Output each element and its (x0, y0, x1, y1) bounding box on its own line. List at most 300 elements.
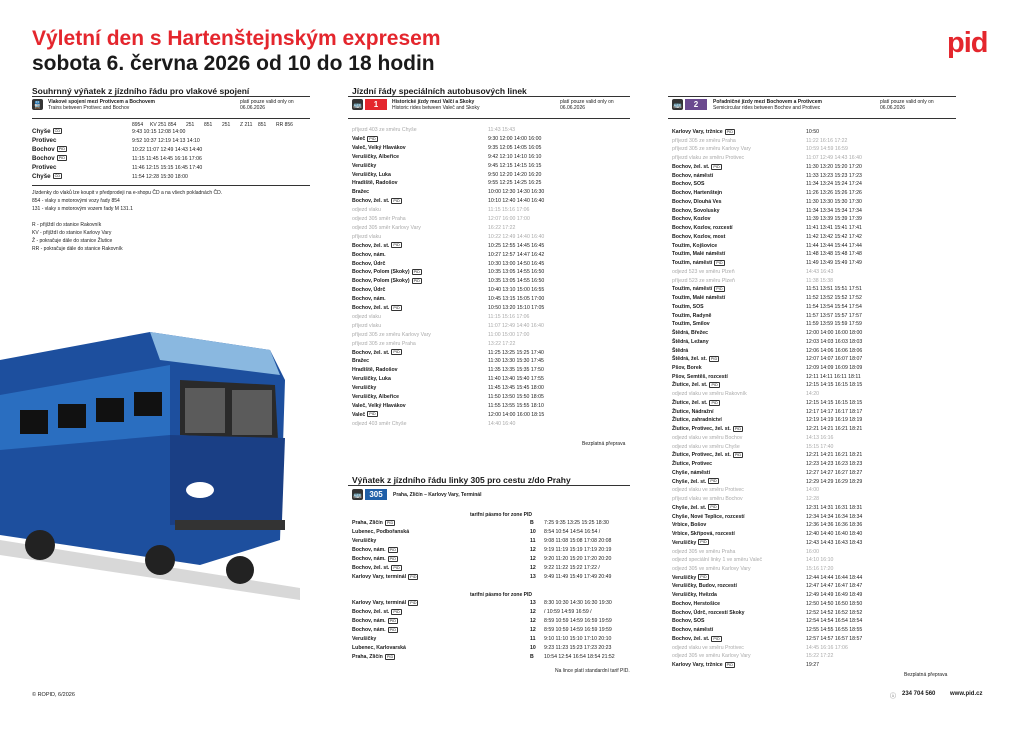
stop-name: Bochov, žel. st. PID (672, 163, 720, 170)
stop-name: Bochov, žel. st. PID (672, 635, 720, 642)
station-name: Protivec (32, 137, 57, 144)
train-number: 851 (258, 122, 267, 128)
tag-icon: PID (710, 479, 717, 484)
stop-name: Štědrá, žel. st. PID (672, 356, 718, 363)
stop-name: příjezd vlaku (352, 322, 382, 329)
stop-name: Vrbice, Skřípová, rozcestí (672, 531, 735, 538)
train-note: R - přijíždí do stanice Rakovník (32, 222, 102, 228)
line1-free: Bezplatná přeprava (582, 441, 626, 447)
line-305-badge: 305 (365, 489, 387, 500)
stop-times: 12:52 14:52 16:52 18:52 (806, 609, 863, 616)
tag-icon: PID (393, 350, 400, 355)
stop-name: Toužim, Malé náměstí (672, 251, 726, 258)
tag-icon: PID (389, 618, 396, 623)
stop-name: Štědrá (672, 347, 689, 354)
stop-times: 14:45 16:16 17:06 (806, 644, 848, 651)
stop-name: Verušičky, Albeřice (352, 153, 400, 160)
stop-times: 11:44 13:44 15:44 17:44 (806, 242, 862, 249)
stop-name: Bochov, náměstí (672, 172, 714, 179)
stop-times: 12:00 14:00 16:00 18:15 (488, 411, 545, 418)
stop-times: 11:38 15:38 (806, 277, 834, 284)
tag-icon: PID (700, 540, 707, 545)
stop-name: Bochov, Polom (Skoky) PID (352, 269, 420, 276)
stop-name: odjezd 305 ve směru Karlovy Vary (672, 653, 751, 660)
tag-icon: PID (716, 286, 723, 291)
stop-name: Žlutice, Protivec (672, 461, 713, 468)
stop-name: Bražec (352, 189, 370, 196)
train-note: Ž - pokračuje dále do stanice Žlutice (32, 238, 113, 244)
stop-times: 12:43 14:43 16:43 18:43 (806, 539, 863, 546)
stop-name: Bochov, Sovolusky (672, 207, 720, 214)
tag-icon: ČD (54, 129, 61, 134)
stop-name: Bochov, Herstošice (672, 600, 721, 607)
stop-times: 11:07 12:49 14:43 16:40 (806, 155, 862, 162)
line305-title: Výňatek z jízdního řádu linky 305 pro cestu z/do Prahy (352, 475, 571, 485)
stop-name: Lubenec, Podbořanská (352, 529, 410, 535)
stop-name: Verušičky PID (672, 539, 707, 546)
train-number: RR 856 (276, 122, 293, 128)
stop-times: 8:59 10:59 14:59 16:59 19:59 (544, 627, 612, 633)
stop-times: 11:39 13:39 15:39 17:39 (806, 216, 862, 223)
stop-name: Bochov, Kozlov (672, 216, 711, 223)
stop-name: Verušičky (352, 636, 377, 642)
tag-icon: ČD (54, 174, 61, 179)
zone: 12 (530, 547, 536, 553)
stop-times: 14:13 16:16 (806, 434, 834, 441)
stop-name: Verušičky, Albeřice (352, 394, 400, 400)
train-number: 251 (186, 122, 195, 128)
line-2-badge: 2 (685, 99, 707, 110)
stop-name: Bochov, Kozlov, most (672, 233, 726, 240)
stop-times: 10:22 12:49 14:40 16:40 (488, 233, 545, 240)
stop-times: 10:40 13:10 15:00 16:55 (488, 287, 545, 294)
stop-name: odjezd vlaku (352, 313, 381, 320)
stop-times: 14:10 16:10 (806, 557, 834, 564)
stop-times: 11:34 13:34 15:34 17:34 (806, 207, 862, 214)
stop-name: Bochov, SOS (672, 181, 705, 188)
train-icon: 🚆 (32, 99, 43, 110)
stop-times: 11:48 13:48 15:48 17:48 (806, 251, 862, 258)
stop-name: Verušičky (352, 385, 377, 392)
stop-name: Bochov, SOS (672, 618, 705, 625)
line1-valid: platí pouze valid only on (560, 99, 614, 105)
stop-times: 14:43 16:43 (806, 268, 834, 275)
stop-name: odjezd 523 ve směru Plzeň (672, 268, 735, 275)
stop-times: 11:52 13:52 15:52 17:52 (806, 295, 862, 302)
tag-icon: PID (734, 453, 742, 457)
tag-icon: PID (410, 574, 417, 579)
stop-name: Bochov, žel. st. PID (352, 198, 400, 205)
tag-icon: PID (386, 654, 394, 659)
zone: 11 (530, 636, 536, 642)
stop-times: 16:22 17:22 (488, 224, 516, 231)
stop-times: 12:29 14:29 16:29 18:29 (806, 478, 863, 485)
zone: B (530, 654, 534, 660)
stop-times: 12:40 14:40 16:40 18:40 (806, 531, 863, 538)
tag-icon: PID (393, 609, 400, 614)
line2-valid-date: 06.06.2026 (880, 105, 906, 111)
stop-name: Žlutice, Protivec, žel. st. PID (672, 426, 742, 433)
stop-name: Valeč PID (352, 135, 376, 142)
stop-times: 9:50 12:20 14:20 16:20 (488, 171, 542, 178)
stop-times: 9:49 11:49 15:49 17:49 20:49 (544, 574, 612, 580)
footer-phone: 234 704 560 (902, 691, 936, 697)
line-1-badge: 1 (365, 99, 387, 110)
stop-times: 12:19 14:19 16:19 18:19 (806, 417, 863, 424)
train-section-title: Souhrnný výňatek z jízdního řádu pro vlakové spojení (32, 86, 250, 96)
train-desc: Vlakové spojení mezi Protivcem a Bochovem (48, 99, 155, 105)
line305-tariff-back: tarifní pásmo for zone PID (470, 592, 532, 598)
tag-icon: PID (711, 383, 718, 388)
stop-name: Pšov, Semtěš, rozcestí (672, 373, 728, 380)
stop-name: Karlovy Vary, terminál PID (352, 600, 417, 606)
footer-web[interactable]: www.pid.cz (950, 691, 983, 697)
stop-times: / 10:59 14:59 16:59 / (544, 609, 592, 615)
stop-times: 12:23 14:23 16:23 18:23 (806, 461, 863, 468)
station-times: 9:52 10:37 12:19 14:13 14:10 (132, 138, 200, 144)
stop-times: 10:50 (806, 129, 819, 135)
zone: 13 (530, 600, 536, 606)
stop-times: 10:35 13:05 14:55 16:50 (488, 278, 545, 285)
stop-times: 9:42 12:10 14:10 16:10 (488, 153, 542, 160)
tag-icon: PID (393, 305, 400, 310)
stop-name: Verušičky, Hvězda (672, 592, 717, 599)
stop-times: 12:11 14:11 16:11 18:11 (806, 373, 861, 380)
stop-times: 11:57 13:57 15:57 17:57 (806, 312, 862, 319)
zone: 10 (530, 645, 536, 651)
stop-name: Toužim, náměstí PID (672, 286, 723, 293)
stop-times: 11:34 13:24 15:24 17:24 (806, 181, 862, 188)
stop-name: Štědrá, Ležany (672, 338, 709, 345)
train-number: 851 (204, 122, 213, 128)
stop-name: Karlovy Vary, tržnice PID (672, 129, 733, 135)
stop-times: 10:50 13:20 15:10 17:05 (488, 305, 545, 311)
stop-times: 9:19 11:19 15:19 17:19 20:19 (544, 547, 612, 553)
stop-times: 13:22 17:22 (488, 340, 516, 347)
stop-name: Bochov, nám. PID (352, 618, 396, 624)
page-title: Výletní den s Hartenštejnským expresem (32, 27, 441, 50)
stop-name: odjezd vlaku ve směru Chyše (672, 443, 740, 450)
stop-times: 11:00 15:00 17:00 (488, 331, 530, 338)
stop-times: 8:54 10:54 14:54 16:54 / (544, 529, 601, 535)
stop-name: Verušičky, Luka (352, 376, 391, 383)
stop-times: 14:40 16:40 (488, 420, 516, 427)
stop-times: 11:41 13:41 15:41 17:41 (806, 225, 862, 232)
stop-name: Verušičky, Budov, rozcestí (672, 583, 737, 590)
stop-times: 15:15 17:40 (806, 443, 834, 450)
stop-times: 10:54 12:54 16:54 18:54 21:52 (544, 654, 615, 660)
stop-name: odjezd vlaku (352, 207, 381, 214)
tag-icon: PID (711, 400, 718, 405)
stop-name: Toužim, Malé náměstí (672, 295, 726, 302)
station-times: 9:43 10:15 12:08 14:00 (132, 129, 186, 135)
stop-times: 12:00 14:00 16:00 18:00 (806, 330, 863, 337)
stop-times: 11:22 16:16 17:22 (806, 137, 848, 144)
station-times: 11:46 12:15 15:15 16:45 17:40 (132, 165, 203, 171)
station-name: Chyše ČD (32, 128, 61, 135)
stop-name: Verušičky PID (672, 574, 707, 581)
station-name: Protivec (32, 164, 57, 171)
stop-name: Bochov, žel. st. PID (352, 565, 400, 571)
stop-name: Karlovy Vary, terminál PID (352, 574, 417, 580)
stop-name: Bochov, náměstí (672, 627, 714, 634)
station-name: Bochov PID (32, 146, 66, 153)
stop-times: 19:27 (806, 662, 819, 669)
stop-name: Bochov, nám. PID (352, 547, 396, 553)
tag-icon: PID (58, 156, 66, 161)
zone: 11 (530, 538, 536, 544)
stop-name: příjezd vlaku ve směru Bochov (672, 496, 743, 503)
stop-name: Bochov, Údrč, rozcestí Skoky (672, 609, 745, 616)
stop-name: Chyše, žel. st. PID (672, 478, 717, 485)
stop-times: 10:00 12:30 14:30 16:30 (488, 189, 545, 196)
tag-icon: PID (58, 147, 66, 152)
stop-times: 11:43 15:43 (488, 127, 516, 133)
stop-name: odjezd 305 ve směru Karlovy Vary (672, 566, 751, 572)
line2-free: Bezplatná přeprava (904, 672, 948, 678)
stop-name: odjezd vlaku ve směru Bochov (672, 434, 743, 441)
stop-name: Verušičky, Luka (352, 171, 391, 178)
stop-times: 12:44 14:44 16:44 18:44 (806, 574, 863, 581)
stop-times: 12:07 16:00 17:00 (488, 216, 530, 222)
stop-times: 9:22 11:22 15:22 17:22 / (544, 565, 600, 571)
stop-times: 15:16 17:20 (806, 566, 834, 572)
stop-name: příjezd 403 ze směru Chyše (352, 127, 417, 133)
stop-name: odjezd vlaku ve směru Rakovník (672, 391, 747, 398)
stop-times: 10:10 12:40 14:40 16:40 (488, 198, 545, 205)
train-number: 8954 (132, 122, 144, 128)
stop-times: 12:17 14:17 16:17 18:17 (806, 408, 863, 415)
stop-times: 11:30 13:30 15:30 17:45 (488, 358, 544, 365)
stop-name: Bochov, Polom (Skoky) PID (352, 278, 420, 285)
stop-name: Štědrá, Břežec (672, 330, 709, 337)
stop-times: 10:27 12:57 14:47 16:42 (488, 251, 545, 258)
stop-name: Valeč PID (352, 411, 376, 418)
special-bus-title: Jízdní řády speciálních autobusových linek (352, 86, 527, 96)
tag-icon: PID (700, 575, 707, 580)
page-subtitle: sobota 6. června 2026 od 10 do 18 hodin (32, 52, 435, 75)
line305-desc: Praha, Zličín – Karlovy Vary, Terminál (393, 492, 482, 498)
station-times: 11:54 12:28 15:30 18:00 (132, 174, 188, 180)
zone: 12 (530, 627, 536, 633)
tag-icon: PID (369, 412, 376, 417)
stop-name: Žlutice, Protivec, žel. st. PID (672, 452, 742, 459)
stop-times: 7:25 9:35 13:25 15:25 18:30 (544, 520, 609, 526)
stop-times: 8:59 10:59 14:59 16:59 19:59 (544, 618, 612, 624)
stop-times: 12:28 (806, 496, 819, 503)
train-desc-en: Trains between Protivec and Bochov (48, 105, 130, 111)
stop-times: 11:26 13:26 15:26 17:26 (806, 190, 862, 197)
stop-times: 12:54 14:54 16:54 18:54 (806, 618, 863, 625)
stop-times: 12:03 14:03 16:03 18:03 (806, 338, 863, 345)
stop-times: 15:22 17:22 (806, 653, 834, 660)
stop-name: Bochov, nám. PID (352, 627, 396, 633)
zone: 12 (530, 609, 536, 615)
stop-times: 11:15 15:16 17:06 (488, 313, 530, 320)
stop-name: Karlovy Vary, tržnice PID (672, 662, 733, 669)
pid-logo: pid (947, 27, 988, 59)
stop-name: příjezd 305 ze směru Karlovy Vary (672, 146, 751, 153)
zone: 12 (530, 565, 536, 571)
zone: 12 (530, 556, 536, 562)
stop-name: Toužim, náměstí PID (672, 260, 723, 267)
stop-times: 11:55 13:55 15:55 18:10 (488, 402, 544, 409)
stop-times: 12:07 14:07 16:07 18:07 (806, 356, 863, 363)
stop-name: Hradiště, Radošov (352, 367, 398, 374)
stop-times: 11:07 12:49 14:40 16:40 (488, 322, 544, 329)
stop-name: odjezd vlaku ve směru Protivec (672, 487, 744, 494)
stop-times: 9:45 12:15 14:15 16:15 (488, 162, 542, 169)
tag-icon: PID (734, 426, 742, 431)
stop-name: odjezd 305 ve směru Praha (672, 548, 736, 555)
zone: B (530, 520, 534, 526)
info-icon: ⓘ (890, 694, 897, 700)
stop-name: příjezd vlaku ze směru Protivec (672, 155, 745, 162)
stop-times: 12:21 14:21 16:21 18:21 (806, 452, 863, 459)
tag-icon: PID (389, 556, 396, 561)
stop-times: 14:00 (806, 487, 819, 494)
stop-name: odjezd vlaku ve směru Protivec (672, 644, 744, 651)
stop-times: 12:09 14:09 16:09 18:09 (806, 364, 863, 371)
train-valid-date: 06.06.2026 (240, 105, 266, 111)
train-number: KV 251 (150, 122, 167, 128)
stop-name: Vrbice, Bošov (672, 522, 707, 529)
stop-times: 9:20 11:20 15:20 17:20 20:20 (544, 556, 612, 562)
station-name: Chyše ČD (32, 173, 61, 180)
stop-name: Bochov, žel. st. PID (352, 305, 400, 311)
train-note: KV - přijíždí do stanice Karlovy Vary (32, 230, 112, 236)
stop-times: 11:59 13:59 15:59 17:59 (806, 321, 862, 328)
bus-icon: 🚌 (352, 99, 363, 110)
stop-name: Žlutice, Nádražní (672, 408, 714, 415)
stop-times: 11:40 13:40 15:40 17:55 (488, 376, 544, 383)
train-number: 854 (168, 122, 177, 128)
line1-valid-date: 06.06.2026 (560, 105, 586, 111)
stop-times: 9:35 12:05 14:05 16:05 (488, 144, 542, 151)
stop-times: 11:42 13:42 15:42 17:42 (806, 233, 862, 240)
stop-name: Žlutice, zahradnictví (672, 417, 722, 424)
tag-icon: PID (413, 270, 420, 275)
stop-name: Verušičky (352, 538, 377, 544)
line2-valid: platí pouze valid only on (880, 99, 934, 105)
train-illustration (0, 320, 300, 610)
stop-times: 12:49 14:49 16:49 18:49 (806, 592, 863, 599)
stop-times: 11:35 13:35 15:35 17:50 (488, 367, 544, 374)
tag-icon: PID (726, 662, 733, 667)
stop-times: 12:15 14:15 16:15 18:15 (806, 382, 863, 389)
stop-times: 12:50 14:50 16:50 18:50 (806, 600, 863, 607)
tag-icon: PID (726, 129, 733, 134)
line305-tariff-out: tarifní pásmo for zone PID (470, 512, 532, 518)
stop-name: příjezd vlaku (352, 233, 382, 240)
line2-desc: Pořadničné jízdy mezi Bochovem a Protivcem (713, 99, 822, 105)
bus-icon-2: 🚌 (672, 99, 683, 110)
stop-name: Pšov, Borek (672, 364, 702, 371)
stop-name: odjezd 403 směr Chyše (352, 420, 407, 427)
stop-times: 16:00 (806, 548, 819, 555)
stop-times: 12:15 14:15 16:15 18:15 (806, 399, 863, 406)
station-times: 11:15 11:45 14:45 16:16 17:06 (132, 156, 202, 162)
train-note: Jízdenky do vlaků lze koupit v předprodeji na e-shopu ČD a na všech pokladnách ČD. (32, 190, 223, 196)
zone: 10 (530, 529, 536, 535)
stop-name: Bochov, Dlouhá Ves (672, 198, 722, 205)
stop-name: Chyše, náměstí (672, 469, 711, 476)
line1-desc: Historické jízdy mezi Valčí a Skoky (392, 99, 475, 105)
stop-name: Bochov, žel. st. PID (352, 609, 400, 615)
stop-name: Toužim, SOS (672, 303, 704, 310)
tag-icon: PID (710, 356, 718, 361)
stop-name: Žlutice, žel. st. PID (672, 382, 718, 389)
line305-note: Na lince platí standardní tarif PID. (555, 668, 630, 674)
stop-name: Bochov, nám. (352, 251, 386, 258)
stop-times: 9:08 11:08 15:08 17:08 20:08 (544, 538, 612, 544)
stop-times: 11:33 13:23 15:23 17:23 (806, 172, 862, 179)
stop-times: 8:30 10:30 14:30 16:30 19:30 (544, 600, 612, 606)
zone: 12 (530, 618, 536, 624)
stop-times: 11:49 13:49 15:49 17:49 (806, 260, 862, 267)
stop-name: Lubenec, Karlovarská (352, 645, 406, 651)
train-note: 854 - vlaky s motorovými vozy řady 854 (32, 198, 120, 204)
stop-times: 11:50 13:50 15:50 18:05 (488, 394, 544, 400)
stop-times: 12:06 14:06 16:06 18:06 (806, 347, 863, 354)
stop-times: 11:45 13:45 15:45 18:00 (488, 385, 544, 392)
stop-name: Toužim, Kojšovice (672, 242, 718, 249)
stop-times: 11:25 13:25 15:25 17:40 (488, 349, 544, 356)
stop-name: odjezd 305 směr Karlovy Vary (352, 224, 421, 231)
stop-name: Bochov, nám. PID (352, 556, 396, 562)
stop-name: Bochov, nám. (352, 296, 386, 303)
train-note: 131 - vlaky s motorovým vozem řady M 131.1 (32, 206, 133, 212)
tag-icon: PID (713, 164, 720, 169)
train-number: 251 (222, 122, 231, 128)
tag-icon: PID (713, 636, 720, 641)
stop-name: odjezd speciální linky 1 ve směru Valeč (672, 557, 763, 564)
stop-name: Žlutice, žel. st. PID (672, 399, 718, 406)
tag-icon: PID (716, 260, 723, 265)
tag-icon: PID (410, 600, 417, 605)
stop-name: Toužim, Smilov (672, 321, 710, 328)
stop-times: 11:30 13:20 15:20 17:20 (806, 163, 862, 170)
stop-name: Valeč, Velký Hlavákov (352, 402, 406, 409)
tag-icon: PID (386, 520, 394, 525)
line1-desc-en: Historic rides between Valeč and Skoky (392, 105, 480, 111)
stop-name: Bražec (352, 358, 370, 365)
stop-times: 12:55 14:55 16:55 18:55 (806, 627, 863, 634)
stop-name: příjezd 305 ze směru Praha (672, 137, 736, 144)
stop-times: 11:15 15:16 17:06 (488, 207, 530, 214)
stop-name: Hradiště, Radošov (352, 180, 398, 187)
stop-name: Bochov, Kozlov, rozcestí (672, 225, 733, 232)
stop-times: 12:27 14:27 16:27 18:27 (806, 469, 863, 476)
stop-name: Bochov, žel. st. PID (352, 349, 400, 356)
stop-times: 14:20 (806, 391, 819, 398)
stop-name: Chyše, Nové Teplice, rozcestí (672, 513, 745, 520)
stop-name: Praha, Zličín PID (352, 654, 394, 660)
stop-name: odjezd 305 směr Praha (352, 216, 406, 222)
tag-icon: PID (389, 547, 396, 552)
stop-times: 12:21 14:21 16:21 18:21 (806, 426, 863, 433)
stop-times: 11:30 13:30 15:30 17:30 (806, 198, 862, 205)
tag-icon: PID (393, 198, 400, 203)
stop-times: 12:36 14:36 16:36 18:36 (806, 522, 863, 529)
tag-icon: PID (393, 565, 400, 570)
stop-times: 9:30 12:00 14:00 16:00 (488, 135, 542, 142)
stop-name: Bochov, Údrč (352, 287, 386, 294)
train-valid: platí pouze valid only on (240, 99, 294, 105)
tag-icon: PID (710, 505, 717, 510)
stop-times: 12:57 14:57 16:57 18:57 (806, 635, 863, 642)
stop-times: 12:31 14:31 16:31 18:31 (806, 504, 863, 511)
